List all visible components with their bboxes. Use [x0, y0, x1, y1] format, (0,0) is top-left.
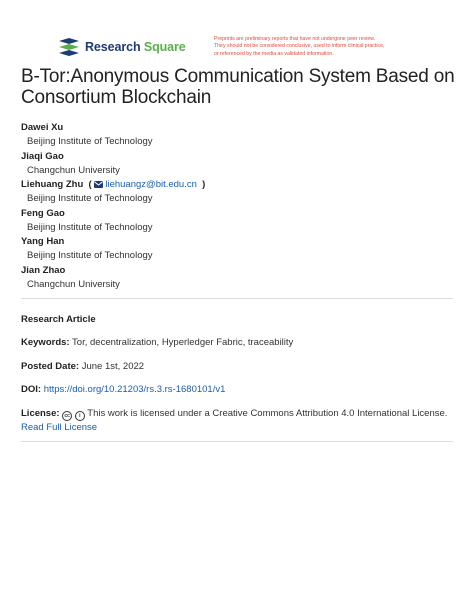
author-affiliation: Beijing Institute of Technology [27, 193, 153, 204]
author-name-text: Liehuang Zhu [21, 179, 84, 190]
author-list [21, 121, 205, 292]
email-close-paren: ) [199, 179, 206, 190]
article-type-text: Research Article [21, 314, 96, 325]
logo-wordmark [85, 40, 186, 54]
author-affiliation: Beijing Institute of Technology [27, 136, 153, 147]
author-affiliation: Beijing Institute of Technology [27, 250, 153, 261]
license-label: License: [21, 408, 60, 419]
license-row [21, 407, 461, 435]
author-name: Jian Zhao [21, 264, 66, 276]
read-full-license-link[interactable]: Read Full License [21, 422, 98, 433]
author-email-text: liehuangz@bit.edu.cn [105, 179, 197, 190]
keywords-label: Keywords: [21, 337, 70, 348]
disclaimer-line: Preprints are preliminary reports that have not undergone peer review. [214, 36, 376, 42]
disclaimer-line: or referenced by the media as validated information. [214, 50, 334, 57]
article-type [21, 314, 96, 325]
envelope-icon [94, 181, 103, 188]
author-name: Jiaqi Gao [21, 150, 64, 162]
doi-label: DOI: [21, 384, 42, 395]
email-open-paren: ( [85, 179, 92, 190]
author-email-link[interactable] [94, 179, 199, 190]
posted-date-label: Posted Date: [21, 361, 80, 372]
posted-date-row [21, 361, 144, 372]
research-square-logo[interactable] [57, 37, 186, 57]
license-text: This work is licensed under a Creative Commons Attribution 4.0 International License. [87, 408, 448, 419]
author-affiliation: Changchun University [27, 278, 120, 290]
keywords-row [21, 337, 293, 348]
logo-text-square: Square [143, 40, 186, 54]
attribution-icon: i [75, 411, 85, 421]
section-divider [21, 298, 453, 299]
logo-text-research: Research [85, 40, 141, 54]
paper-title: B-Tor:Anonymous Communication System Based on Consortium Blockchain [21, 66, 455, 108]
author-name-with-email [21, 178, 205, 192]
bottom-divider [21, 441, 453, 442]
author-name: Dawei Xu [21, 122, 64, 133]
author-affiliation: Changchun University [27, 164, 120, 176]
posted-date-value: June 1st, 2022 [81, 361, 145, 372]
doi-row [21, 384, 225, 395]
preprint-disclaimer [214, 36, 446, 58]
doi-link[interactable]: https://doi.org/10.21203/rs.3.rs-1680101/v1 [43, 384, 226, 395]
disclaimer-line: They should not be considered conclusive, used to inform clinical practice, [214, 43, 385, 50]
author-name: Yang Han [21, 236, 65, 247]
keywords-value: Tor, decentralization, Hyperledger Fabric, traceability [72, 337, 294, 348]
research-square-logo-icon [57, 37, 81, 57]
cc-icon: cc [62, 411, 72, 421]
author-name: Feng Gao [21, 207, 65, 219]
author-affiliation: Beijing Institute of Technology [27, 221, 153, 233]
